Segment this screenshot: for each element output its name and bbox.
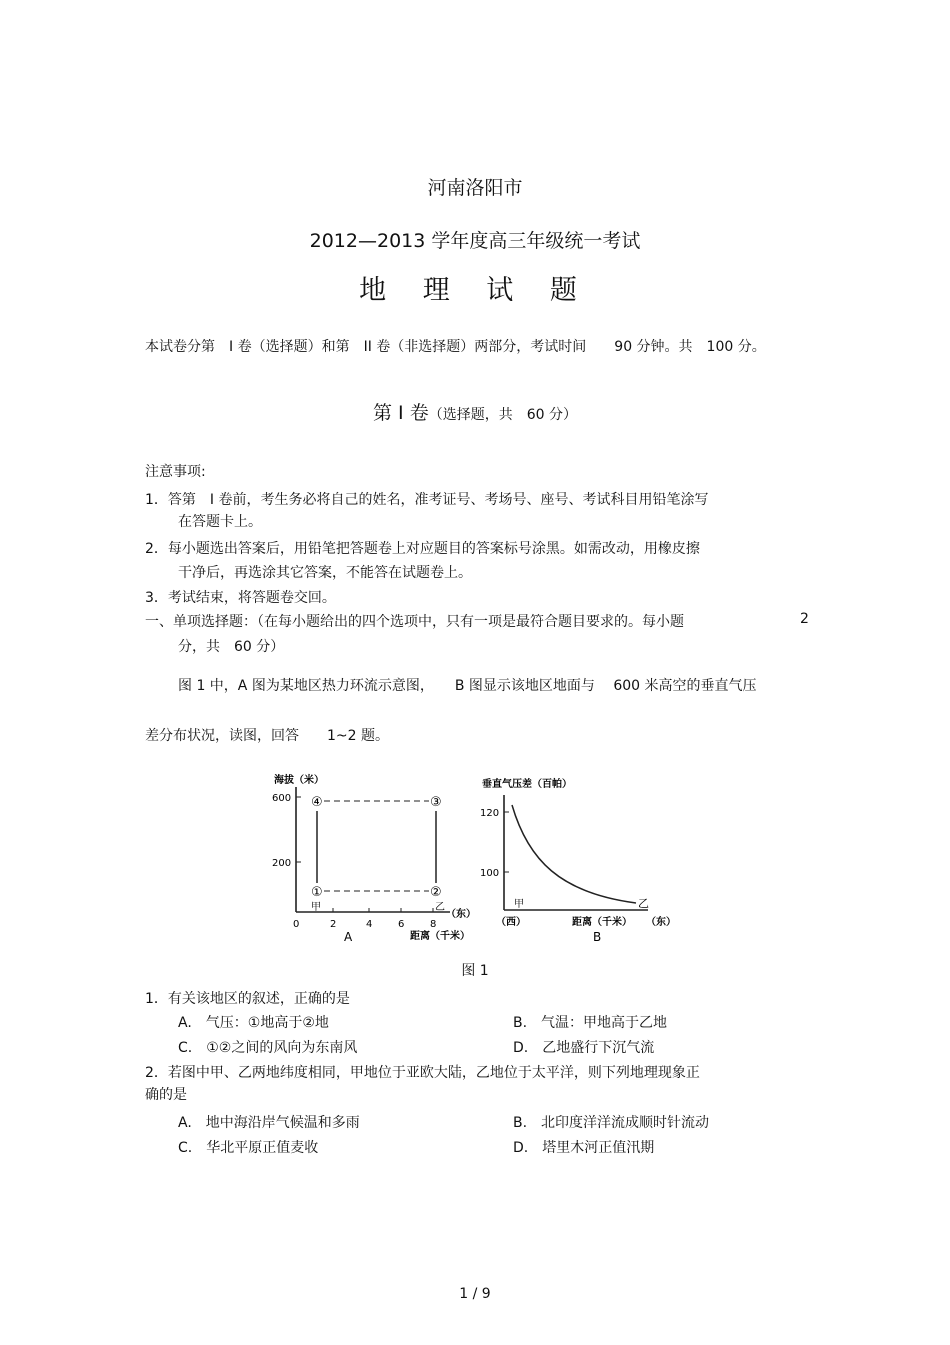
figure-caption: 图 1 (461, 963, 489, 979)
q1-option-d: D. 乙地盛行下沉气流 (513, 1040, 655, 1056)
notes-heading: 注意事项: (145, 464, 206, 480)
figure-intro-line1: 图 1 中，A 图为某地区热力环流示意图， B 图显示该地区地面与 600 米高空的垂直气压 (178, 678, 757, 694)
fig-b-jia: 甲 (514, 899, 524, 910)
fig-b-xlabel: 距离（千米） (572, 917, 632, 928)
fig-b-east: （东） (646, 917, 676, 928)
fig-a-ytick-200: 200 (272, 858, 292, 869)
fig-a-ylabel: 海拔（米） (274, 775, 324, 786)
fig-a-xlabel: 距离（千米） (410, 931, 470, 942)
title-city: 河南洛阳市 (427, 177, 523, 199)
fig-a-jia: 甲 (311, 902, 321, 913)
fig-a-name: A (344, 930, 353, 944)
q2-option-c: C. 华北平原正值麦收 (178, 1140, 319, 1156)
part1-score: 2 (800, 611, 809, 627)
fig-a-point-2: ② (430, 885, 442, 900)
figure-1 (260, 765, 690, 955)
fig-a-xtick-4: 4 (366, 919, 373, 930)
figure-b (480, 777, 676, 944)
q1-option-b: B. 气温：甲地高于乙地 (513, 1015, 668, 1031)
q1-option-c: C. ①②之间的风向为东南风 (178, 1040, 358, 1056)
part1-heading: 一、单项选择题：（在每小题给出的四个选项中，只有一项是最符合题目要求的。每小题 (145, 614, 684, 630)
fig-b-west: （西） (496, 917, 526, 928)
fig-a-xtick-2: 2 (330, 919, 337, 930)
fig-a-xtick-8: 8 (430, 919, 437, 930)
q1-stem: 1．有关该地区的叙述，正确的是 (145, 991, 350, 1007)
note-item-1: 1．答第 I 卷前，考生务必将自己的姓名，准考证号、考场号、座号、考试科目用铅笔涂写 (145, 492, 709, 508)
note-item-3: 3．考试结束，将答题卷交回。 (145, 590, 336, 606)
fig-a-xtick-0: 0 (293, 919, 300, 930)
fig-b-name: B (593, 930, 602, 944)
fig-b-ytick-100: 100 (480, 868, 500, 879)
section-note: （选择题，共 60 分） (428, 407, 577, 423)
intro-text: 本试卷分第 I 卷（选择题）和第 II 卷（非选择题）两部分，考试时间 90 分钟。共 100 分。 (145, 339, 766, 355)
q2-option-d: D. 塔里木河正值汛期 (513, 1140, 655, 1156)
q2-option-a: A. 地中海沿岸气候温和多雨 (178, 1115, 360, 1131)
fig-a-yi: 乙 (435, 902, 445, 913)
note-item-2-cont: 干净后，再选涂其它答案，不能答在试题卷上。 (178, 565, 472, 581)
fig-a-point-1: ① (311, 885, 323, 900)
fig-b-ytick-120: 120 (480, 808, 500, 819)
fig-a-xtick-6: 6 (398, 919, 405, 930)
note-item-2: 2．每小题选出答案后，用铅笔把答题卷上对应题目的答案标号涂黑。如需改动，用橡皮擦 (145, 541, 700, 557)
title-exam: 2012—2013 学年度高三年级统一考试 (309, 230, 641, 252)
fig-a-point-3: ③ (430, 795, 442, 810)
fig-a-ytick-600: 600 (272, 793, 292, 804)
section-name: 第 I 卷 (373, 402, 429, 424)
q2-stem: 2．若图中甲、乙两地纬度相同，甲地位于亚欧大陆，乙地位于太平洋，则下列地理现象正 (145, 1065, 700, 1081)
figure-a (272, 773, 476, 944)
fig-b-yi: 乙 (638, 897, 649, 910)
figure-intro-line2: 差分布状况，读图，回答 1~2 题。 (145, 728, 389, 744)
part1-cont: 分，共 60 分） (178, 639, 285, 655)
note-item-1-cont: 在答题卡上。 (178, 514, 262, 530)
q2-option-b: B. 北印度洋洋流成顺时针流动 (513, 1115, 710, 1131)
section-title (0, 398, 950, 425)
title-subject: 地 理 试 题 (359, 275, 591, 306)
q1-option-a: A. 气压：①地高于②地 (178, 1015, 329, 1031)
fig-a-east: （东） (446, 909, 476, 920)
fig-b-curve (512, 805, 636, 903)
page-number: 1 / 9 (459, 1286, 491, 1302)
fig-a-point-4: ④ (311, 795, 323, 810)
q2-stem-cont: 确的是 (145, 1087, 187, 1103)
fig-b-ylabel: 垂直气压差（百帕） (482, 779, 572, 790)
